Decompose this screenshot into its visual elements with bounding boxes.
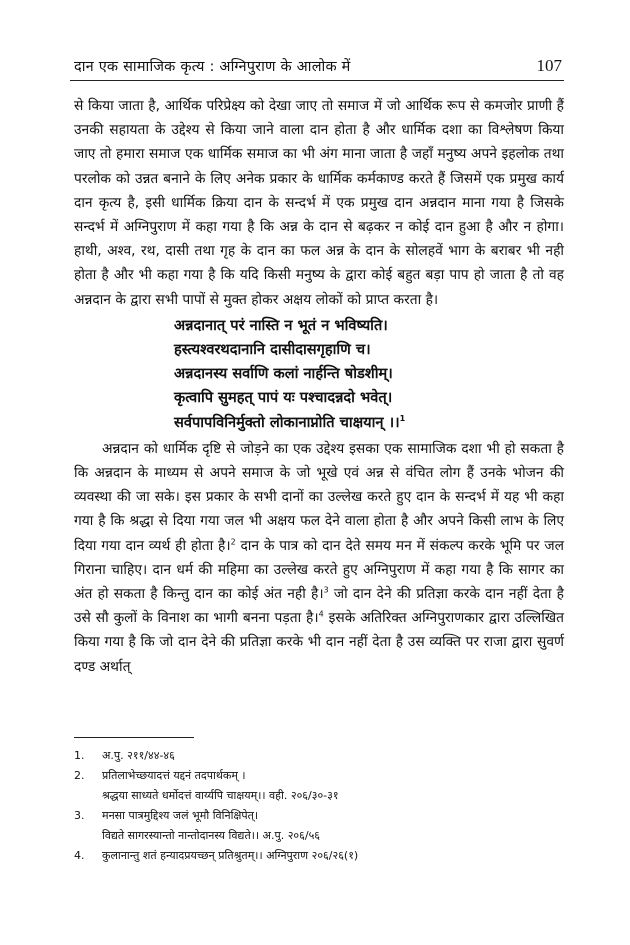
verse-line — [174, 411, 564, 435]
verse-line-text: सर्वपापविनिर्मुक्तो लोकानाप्नोति चाक्षयान् ।। — [174, 413, 400, 431]
paragraph-1: से किया जाता है, आर्थिक परिप्रेक्ष्य को देखा जाए तो समाज में जो आर्थिक रूप से कमजोर प्राणी हैं उनकी सहायता के उद्देश्य से किया जाने वाला दान होता है और धार्मिक दशा का विश्लेषण किया जाए तो हमारा समाज एक धार्मिक समाज का भी अंग माना जाता है जहाँ मनुष्य अपने इहलोक तथा परलोक को उन्नत बनाने के लिए अनेक प्रकार के धार्मिक कर्मकाण्ड करते हैं जिसमें एक प्रमुख कार्य दान कृत्य है, इसी धार्मिक क्रिया दान के सन्दर्भ में एक प्रमुख दान अन्नदान माना गया है जिसके सन्दर्भ में अग्निपुराण में कहा गया है कि अन्न के दान से बढ़कर न कोई दान हुआ है और न होगा। हाथी, अश्व, रथ, दासी तथा गृह के दान का फल अन्न के दान के सोलहवें भाग के बराबर भी नही होता है और भी कहा गया है कि यदि किसी मनुष्य के द्वारा कोई बहुत बड़ा पाप हो जाता है तो वह अन्नदान के द्वारा सभी पापों से मुक्त होकर अक्षय लोकों को प्राप्त करता है। — [74, 98, 564, 308]
verse-line: हस्त्यश्वरथदानानि दासीदासगृहाणि च। — [174, 341, 371, 359]
footnote-ref: 1 — [399, 413, 406, 423]
main-text — [74, 94, 564, 679]
footnote-ref: 4 — [318, 609, 324, 619]
footnote-2-cont: श्रद्धया साध्यते धर्मोदत्तं वार्य्यपि चाक्षयम्।। वही. २०६/३०-३१ — [102, 789, 339, 802]
footnote-3: 3. मनसा पात्रमुद्दिश्य जलं भूमौ विनिक्षिपेत्। — [74, 809, 259, 822]
footnote-ref: 3 — [323, 585, 329, 595]
verse-line: कृत्वापि सुमहत् पापं यः पश्चादन्नदो भवेत्। — [174, 389, 393, 407]
paragraph-2: अन्नदान को धार्मिक दृष्टि से जोड़ने का एक उद्देश्य इसका एक सामाजिक दशा भी हो सकता है कि अन्नदान के माध्यम से अपने समाज के जो भूखे एवं अन्न से वंचित लोग हैं उनके भोजन की व्यवस्था की जा सके। इस प्रकार के सभी दानों का उल्लेख करते हुए दान के सन्दर्भ में यह भी कहा गया है कि श्रद्धा से दिया गया जल भी अक्षय फल देने वाला होता है और अपने किसी लाभ के लिए दिया गया दान व्यर्थ ही होता है।$^2$ दान के पात्र को दान देते समय मन में संकल्प करके भूमि पर जल गिराना चाहिए। दान धर्म की महिमा का उल्लेख करते हुए अग्निपुराण में कहा गया है कि सागर का अंत हो सकता है किन्तु दान का कोई अंत नही है।$^3$ जो दान देने की प्रतिज्ञा करके दान नहीं देता है उसे सौ कुलों के विनाश का भागी बनना पड़ता है।$^4$ इसके अतिरिक्त अग्निपुराणकार द्वारा उल्लिखित किया गया है कि जो दान देने की प्रतिज्ञा करके भी दान नहीं देता है उस व्यक्ति पर राजा द्वारा सुवर्ण दण्ड अर्थात् — [74, 440, 564, 675]
running-head: दान एक सामाजिक कृत्य : अग्निपुराण के आलोक में — [74, 59, 351, 75]
page-number: 107 — [536, 56, 562, 75]
verse-line: अन्नदानस्य सर्वाणि कलां नार्हन्ति षोडशीम्। — [174, 365, 393, 383]
header-rule — [70, 80, 564, 81]
verse-line: अन्नदानात् परं नास्ति न भूतं न भविष्यति। — [174, 316, 388, 334]
footnote-ref: 2 — [230, 537, 236, 547]
footnote-4: 4. कुलानान्तु शतं हन्यादप्रयच्छन् प्रतिश्रुतम्।। अग्निपुराण २०६/२६(१) — [74, 849, 359, 862]
page-header — [74, 52, 562, 76]
sanskrit-verse — [174, 314, 564, 435]
footnote-1: 1. अ.पु. २११/४४-४६ — [74, 749, 175, 762]
footnote-rule — [74, 737, 194, 738]
footnote-3-cont: विद्यते सागरस्यान्तो नान्तोदानस्य विद्यते।। अ.पु. २०६/५६ — [102, 829, 321, 842]
footnotes — [74, 746, 554, 866]
footnote-2: 2. प्रतिलाभेच्छयादत्तं यद्दनं तदपार्थकम् । — [74, 769, 246, 782]
